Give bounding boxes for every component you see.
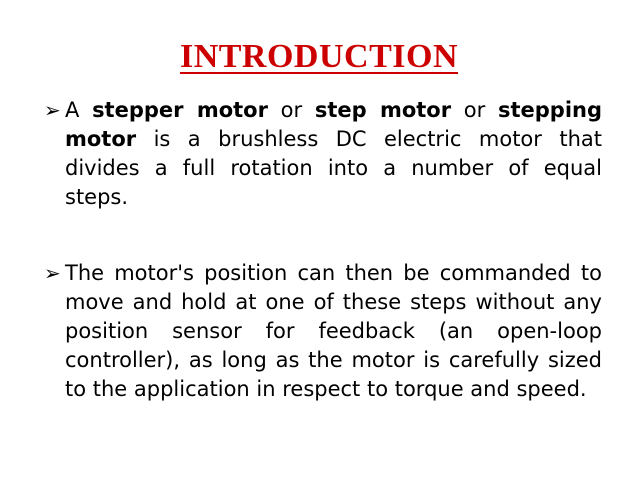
bullet-term-stepper-motor: stepper motor bbox=[92, 98, 268, 122]
bullet-text-part: or bbox=[267, 98, 315, 122]
bullet-point-2 bbox=[44, 259, 602, 404]
title-text: INTRODUCTION bbox=[179, 38, 459, 75]
slide-title bbox=[0, 38, 638, 76]
bullet-text-part: or bbox=[451, 98, 498, 122]
bullet-text-part: is a brushless DC electric motor that divides a full rotation into a number of equal steps. bbox=[65, 127, 602, 209]
bullet-term-stepping-motor: stepping motor bbox=[65, 98, 602, 151]
bullet-text-part: The motor's position can then be commanded to move and hold at one of these steps without any position sensor for feedback (an open-loop controller), as long as the motor is carefully sized to the application in respect to torque and speed. bbox=[65, 261, 602, 401]
bullet-text-part: A bbox=[65, 98, 93, 122]
bullet-point-1 bbox=[44, 96, 602, 212]
bullet-term-step-motor: step motor bbox=[314, 98, 452, 122]
arrow-bullet-icon: ➢ bbox=[44, 98, 61, 122]
arrow-bullet-icon: ➢ bbox=[44, 261, 61, 285]
